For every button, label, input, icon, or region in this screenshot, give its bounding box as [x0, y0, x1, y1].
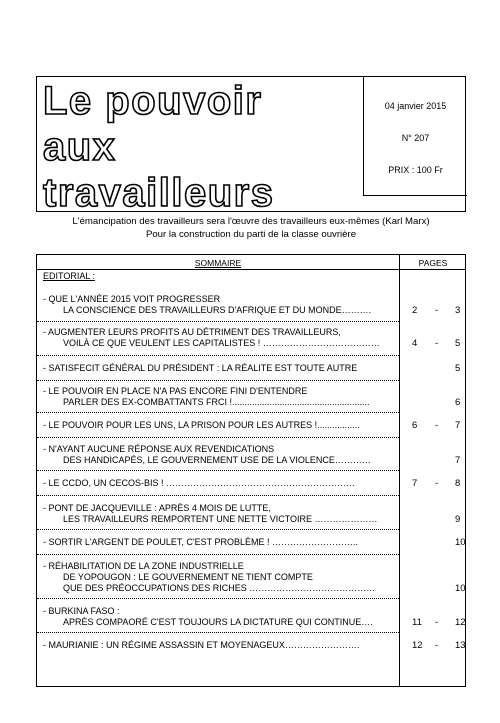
editorial-label: EDITORIAL :	[43, 271, 96, 281]
toc-entry-line: - N'AYANT AUCUNE RÉPONSE AUX REVENDICATIONS	[43, 444, 275, 454]
page-dash: -	[435, 305, 439, 316]
page-end: 7	[455, 455, 461, 466]
row-separator	[37, 632, 399, 633]
toc-entry-line: - BURKINA FASO :	[43, 606, 120, 616]
newspaper-title-line-3: travailleurs	[43, 171, 275, 215]
page-dash: -	[435, 617, 439, 628]
page-end: 12	[455, 617, 466, 628]
toc-entry-line: LES TRAVAILLEURS REMPORTENT UNE NETTE VICTOIRE …………………	[63, 514, 378, 524]
row-separator	[37, 495, 399, 496]
toc-entry-line: - PONT DE JACQUEVILLE : APRÈS 4 MOIS DE LUTTE,	[43, 503, 271, 513]
toc-entry-line: - SATISFECIT GÉNÉRAL DU PRÉSIDENT : LA RÉALITE EST TOUTE AUTRE	[43, 363, 358, 373]
page-start: 7	[412, 478, 418, 489]
row-separator	[37, 412, 399, 413]
page-dash: -	[435, 478, 439, 489]
pages-column-divider	[399, 255, 400, 686]
toc-entry-line: QUE DES PRÉOCCUPATIONS DES RICHES ……………………………………	[63, 583, 376, 593]
toc-entry-line: LA CONSCIENCE DES TRAVAILLEURS D'AFRIQUE ET DU MONDE……….	[63, 305, 372, 315]
issue-number: N° 207	[401, 133, 430, 143]
row-separator	[37, 598, 399, 599]
issue-info-box	[363, 77, 467, 196]
newspaper-title-line-1: Le pouvoir	[43, 79, 263, 123]
toc-header-pages: PAGES	[418, 258, 448, 268]
toc-entry-line: DE YOPOUGON : LE GOUVERNEMENT NE TIENT COMPTE	[63, 572, 313, 582]
toc-entry-line: - SORTIR L'ARGENT DE POULET, C'EST PROBLÈME ! ………………………..	[43, 537, 358, 547]
toc-entry-line: APRÈS COMPAORÉ C'EST TOUJOURS LA DICTATURE QUI CONTINUE….	[63, 617, 373, 627]
row-separator	[37, 380, 399, 381]
page-end: 10	[455, 537, 466, 548]
page-end: 10	[455, 583, 466, 594]
motto: L'émancipation des travailleurs sera l'œuvre des travailleurs eux-mêmes (Karl Marx)	[72, 216, 430, 227]
row-separator	[37, 355, 399, 356]
toc-entry-line: - QUE L'ANNÉE 2015 VOIT PROGRESSER	[43, 294, 221, 304]
page-dash: -	[435, 338, 439, 349]
toc-entry-line: - LE POUVOIR POUR LES UNS, LA PRISON POUR LES AUTRES !.................	[43, 420, 360, 430]
page-end: 8	[455, 478, 461, 489]
toc-header-sommaire: SOMMAIRE	[194, 258, 242, 268]
page-end: 13	[455, 640, 466, 651]
page-start: 12	[412, 640, 423, 651]
toc-entry-line: DES HANDICAPÉS, LE GOUVERNEMENT USE DE LA VIOLENCE…………	[63, 455, 371, 465]
row-separator	[37, 554, 399, 555]
toc-entry-line: - RÉHABILITATION DE LA ZONE INDUSTRIELLE	[43, 561, 244, 571]
toc-entry-line: VOILÀ CE QUE VEULENT LES CAPITALISTES ! …………………………………	[63, 338, 380, 348]
row-separator	[37, 470, 399, 471]
page-start: 11	[412, 617, 422, 628]
toc-entry-line: - LE POUVOIR EN PLACE N'A PAS ENCORE FINI D'ENTENDRE	[43, 386, 308, 396]
page-end: 3	[455, 305, 461, 316]
row-separator	[37, 529, 399, 530]
table-of-contents	[36, 254, 466, 687]
row-separator	[37, 321, 399, 322]
issue-price: PRIX : 100 Fr	[388, 165, 443, 175]
toc-entry-line: - LE CCDO, UN CECOS-BIS ! ………………………………………………………	[43, 478, 356, 488]
issue-date: 04 janvier 2015	[384, 101, 447, 111]
page-end: 5	[455, 363, 461, 374]
page-dash: -	[435, 420, 439, 431]
page-end: 9	[455, 514, 461, 525]
page-end: 7	[455, 420, 461, 431]
page-start: 2	[412, 305, 418, 316]
toc-entry-line: PARLER DES EX-COMBATTANTS FRCI !.......................................................	[63, 397, 370, 407]
tagline: Pour la construction du parti de la classe ouvrière	[145, 229, 357, 240]
toc-entry-line: - MAURIANIE : UN RÉGIME ASSASSIN ET MOYENAGEUX…………………….	[43, 640, 360, 650]
newspaper-title-line-2: aux	[43, 125, 117, 169]
toc-header	[37, 255, 465, 270]
page-end: 6	[455, 397, 461, 408]
page-start: 4	[412, 338, 418, 349]
row-separator	[37, 437, 399, 438]
page-end: 5	[455, 338, 461, 349]
page-dash: -	[435, 640, 439, 651]
toc-entry-line: - AUGMENTER LEURS PROFITS AU DÉTRIMENT DES TRAVAILLEURS,	[43, 327, 341, 337]
page-start: 6	[412, 420, 418, 431]
masthead	[36, 76, 466, 215]
